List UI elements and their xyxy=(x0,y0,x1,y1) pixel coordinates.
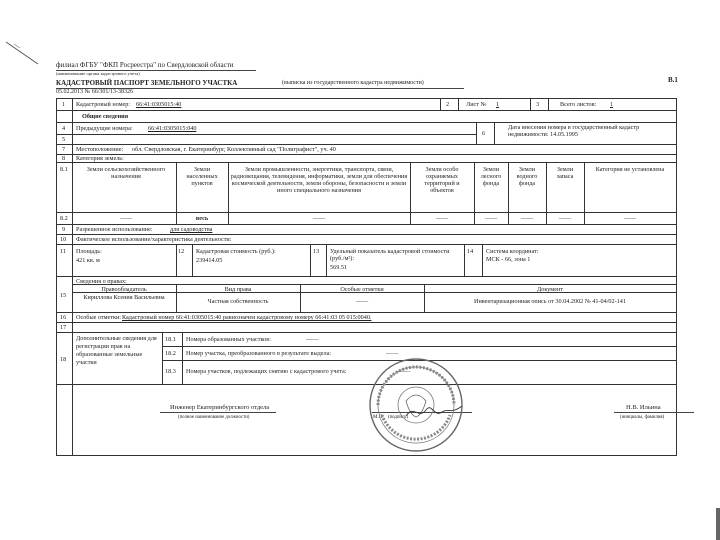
rights-col-header: Документ xyxy=(537,286,563,293)
category-header: Земли промышленности, энергетики, транспорта, связи, радиовещания, телевидения, информатики, земли для обеспечения космической деятельности, земли обороны, безопасности и земли иного специального назначения xyxy=(230,166,408,194)
coordinate-system-value: МСК - 66, зона 1 xyxy=(486,256,531,263)
org-caption: (наименование органа кадастрового учета) xyxy=(56,71,140,76)
document-number: 05.02.2013 № 66/301/13-38326 xyxy=(56,89,134,95)
area-value: 421 кв. м xyxy=(76,257,100,264)
scan-edge xyxy=(716,508,720,540)
row-number: 12 xyxy=(178,248,185,255)
registration-date-text: Дата внесения номера в государственный кадастр недвижимости: 14.05.1995 xyxy=(508,124,640,138)
row-number: 14 xyxy=(467,248,474,255)
rights-document: Инвентаризационная опись от 30.04.2002 № 41-04/02-141 xyxy=(474,298,626,305)
signature-caption: (подпись) xyxy=(388,415,408,420)
row-number: 3 xyxy=(536,101,540,108)
category-value: —— xyxy=(484,215,498,222)
coordinate-system-label: Система координат: xyxy=(486,248,539,255)
row-number: 11 xyxy=(60,248,66,255)
rights-col-header: Особые отметки xyxy=(340,286,384,293)
area-label: Площадь: xyxy=(76,248,102,255)
form-code: В.1 xyxy=(668,76,678,84)
subrow-number: 18.2 xyxy=(165,350,176,357)
additional-info-label: Дополнительные сведения для регистрации прав на образованные земельные участки xyxy=(76,335,157,366)
special-notes-label: Особые отметки: xyxy=(76,314,122,321)
row-number: 9 xyxy=(62,226,66,233)
rights-col-header: Правообладатель xyxy=(101,286,147,293)
org-name: филиал ФГБУ "ФКП Росреестра" по Свердловской области xyxy=(56,61,234,69)
row-number: 8.2 xyxy=(60,215,68,222)
category-header: Земли населенных пунктов xyxy=(186,166,218,187)
row-number: 4 xyxy=(62,125,66,132)
category-value: —— xyxy=(623,215,637,222)
actual-use-label: Фактическое использование/характеристика деятельности: xyxy=(76,236,232,243)
allocated-plot-label: Номер участка, преобразованного в результате выдела: xyxy=(186,350,332,357)
sheet-value: 1 xyxy=(496,101,500,108)
row-number: 6 xyxy=(482,130,486,137)
seal-caption: М.П. xyxy=(373,415,384,420)
category-value: весь xyxy=(195,215,209,222)
signer-name: Н.В. Ильина xyxy=(626,404,661,411)
sheet-label: Лист № xyxy=(466,101,487,108)
special-notes-value: Кадастровый номер 66:41:0305015:40 равнозначен кадастровому номеру 66:41:03 05 015:0040. xyxy=(122,314,372,321)
position-caption: (полное наименование должности) xyxy=(178,415,250,420)
total-sheets-value: 1 xyxy=(610,101,614,108)
signer-position: Инженер Екатеринбургского отдела xyxy=(170,404,270,411)
row-number: 2 xyxy=(446,101,450,108)
total-sheets-label: Всего листов: xyxy=(560,101,597,108)
rights-col-header: Вид права xyxy=(224,286,252,293)
allocated-plot-value: —— xyxy=(386,350,399,357)
row-number: 16 xyxy=(60,314,67,321)
formed-plots-label: Номера образованных участков: xyxy=(186,336,271,343)
subrow-number: 18.1 xyxy=(165,336,176,343)
previous-numbers-label: Предыдущие номера: xyxy=(76,125,133,132)
rights-type: Частная собственность xyxy=(207,298,269,305)
row-number: 17 xyxy=(60,324,67,331)
land-category-label: Категория земель: xyxy=(76,155,124,162)
row-number: 18 xyxy=(60,356,67,363)
row-number: 8.1 xyxy=(60,166,68,173)
category-value: —— xyxy=(312,215,326,222)
name-caption: (инициалы, фамилия) xyxy=(620,415,665,420)
category-header: Земли запаса xyxy=(556,166,574,180)
category-value: —— xyxy=(119,215,133,222)
formed-plots-value: —— xyxy=(306,336,319,343)
cadastral-cost-label: Кадастровая стоимость (руб.): xyxy=(196,248,276,255)
row-number: 13 xyxy=(313,248,320,255)
scan-mark-icon xyxy=(4,40,44,70)
unit-cost-label: Удельный показатель кадастровой стоимости (руб./м²): xyxy=(330,248,450,262)
previous-numbers-value: 66:41:0305015:040 xyxy=(148,125,197,132)
permitted-use-label: Разрешенное использование: xyxy=(76,226,153,233)
cadastral-number-value: 66:41:0305015:40 xyxy=(136,101,182,108)
category-header: Земли лесного фонда xyxy=(480,166,502,187)
document-title: КАДАСТРОВЫЙ ПАСПОРТ ЗЕМЕЛЬНОГО УЧАСТКА xyxy=(56,79,238,87)
category-header: Категория не установлена xyxy=(595,166,665,173)
rights-title: Сведения о правах: xyxy=(76,278,127,285)
category-header: Земли водного фонда xyxy=(516,166,538,187)
section-title: Общие сведения xyxy=(82,113,129,120)
row-number: 5 xyxy=(62,136,66,143)
location-label: Местоположение: xyxy=(76,146,124,153)
category-header: Земли сельскохозяйственного назначения xyxy=(86,166,166,180)
cadastral-number-label: Кадастровый номер: xyxy=(76,101,131,108)
category-value: —— xyxy=(435,215,449,222)
document-subtitle: (выписка из государственного кадастра недвижимости) xyxy=(282,80,424,86)
location-value: обл. Свердловская, г. Екатеринбург, Коллективный сад "Полиграфист", уч. 40 xyxy=(132,146,336,153)
row-number: 1 xyxy=(62,101,66,108)
removed-plots-label: Номера участков, подлежащих снятию с кадастрового учета: xyxy=(186,368,347,375)
signature-icon xyxy=(404,400,464,422)
category-value: —— xyxy=(558,215,572,222)
rights-holder: Кириллова Ксения Васильевна xyxy=(83,294,165,301)
category-value: —— xyxy=(520,215,534,222)
row-number: 10 xyxy=(60,236,67,243)
subrow-number: 18.3 xyxy=(165,368,176,375)
row-number: 7 xyxy=(62,146,66,153)
rights-note: —— xyxy=(355,298,369,305)
permitted-use-value: для садоводства xyxy=(170,226,213,233)
unit-cost-value: 569.51 xyxy=(330,264,348,271)
removed-plots-value: —— xyxy=(398,368,411,375)
cadastral-cost-value: 239414.05 xyxy=(196,257,223,264)
row-number: 8 xyxy=(62,155,66,162)
row-number: 15 xyxy=(60,292,67,299)
category-header: Земли особо охраняемых территорий и объектов xyxy=(424,166,460,194)
